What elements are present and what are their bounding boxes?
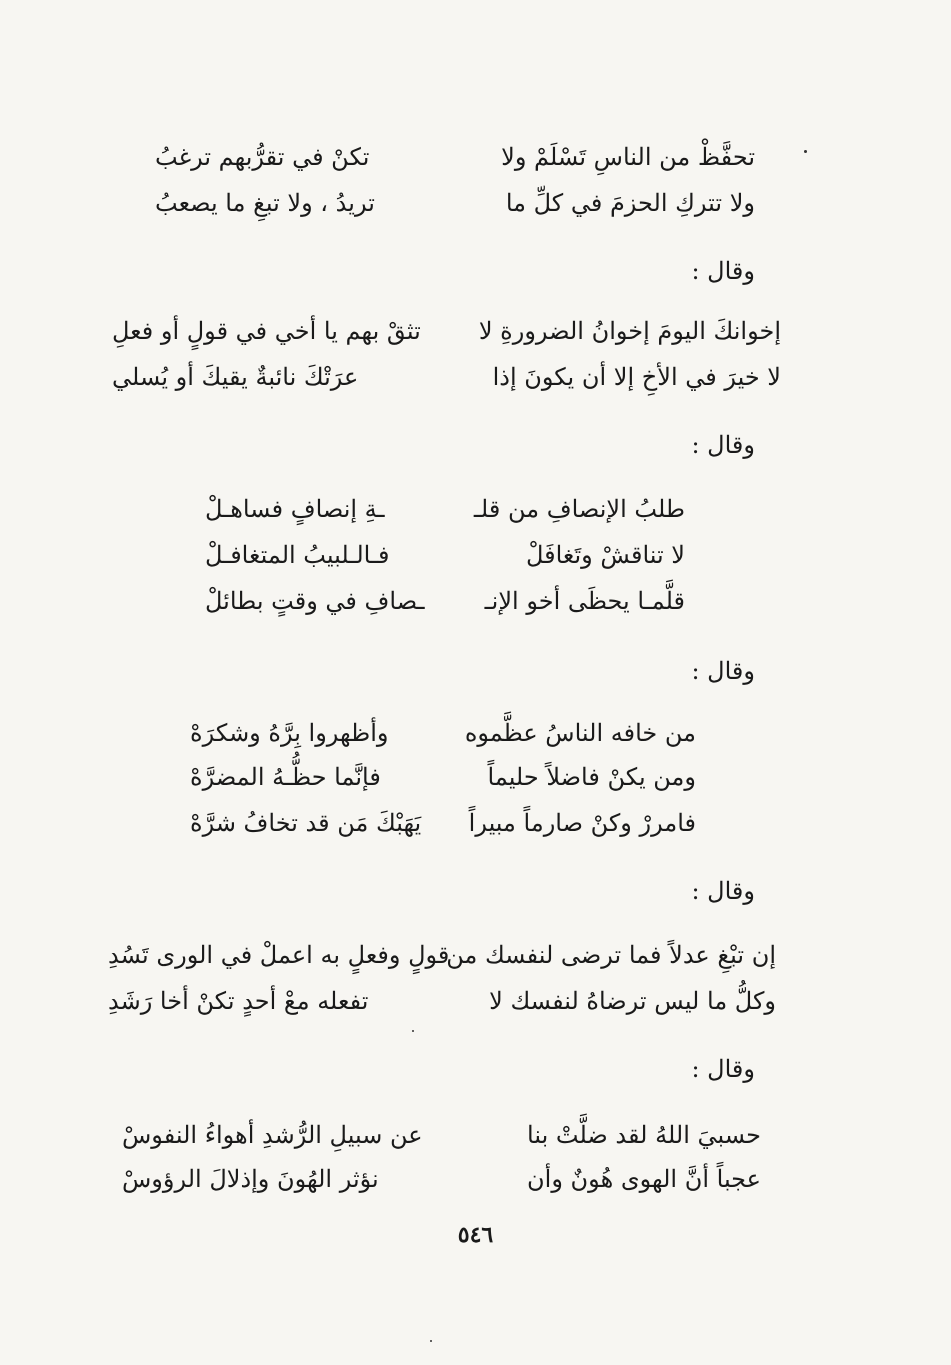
verse-first-hemistich: ومن يكنْ فاضلاً حليماً <box>487 763 696 791</box>
verse-first-hemistich: فامررْ وكنْ صارماً مبيراً <box>468 809 696 837</box>
verse-first-hemistich: عجباً أنَّ الهوى هُونٌ وأن <box>527 1165 761 1193</box>
section-intro: وقال : <box>691 1055 755 1083</box>
verse-first-hemistich: لا خيرَ في الأخِ إلا أن يكونَ إذا <box>492 363 781 391</box>
verse-first-hemistich: من خافه الناسُ عظَّموه <box>464 719 696 747</box>
page-number: ٥٤٦ <box>457 1222 494 1248</box>
verse-first-hemistich: طلبُ الإنصافِ من قلـ <box>473 495 685 523</box>
verse-second-hemistich: تفعله معْ أحدٍ تكنْ أخا رَشَدِ <box>108 987 369 1015</box>
verse-first-hemistich: ولا تتركِ الحزمَ في كلِّ ما <box>505 189 755 217</box>
scan-speck <box>804 150 807 153</box>
section-intro: وقال : <box>691 877 755 905</box>
scan-speck <box>412 1030 414 1032</box>
verse-first-hemistich: وكلُّ ما ليس ترضاهُ لنفسك لا <box>489 987 776 1015</box>
verse-second-hemistich: تثقْ بهم يا أخي في قولٍ أو فعلِ <box>112 317 421 345</box>
verse-second-hemistich: فإنَّما حظُّـهُ المضرَّهْ <box>190 763 381 791</box>
verse-first-hemistich: إن تبْغِ عدلاً فما ترضى لنفسك من <box>446 941 776 969</box>
verse-second-hemistich: نؤثر الهُونَ وإذلالَ الرؤوسْ <box>122 1165 379 1193</box>
verse-second-hemistich: عرَتْكَ نائبةٌ يقيكَ أو يُسلي <box>112 363 359 391</box>
verse-first-hemistich: تحفَّظْ من الناسِ تَسْلَمْ ولا <box>501 143 755 171</box>
verse-second-hemistich: تريدُ ، ولا تبغِ ما يصعبُ <box>155 189 375 217</box>
verse-second-hemistich: عن سبيلِ الرُّشدِ أهواءُ النفوسْ <box>122 1121 423 1149</box>
section-intro: وقال : <box>691 257 755 285</box>
section-intro: وقال : <box>691 657 755 685</box>
verse-second-hemistich: تكنْ في تقرُّبهم ترغبُ <box>155 143 370 171</box>
verse-second-hemistich: وأظهروا بِرَّهُ وشكرَهْ <box>190 719 389 747</box>
verse-first-hemistich: إخوانكَ اليومَ إخوانُ الضرورةِ لا <box>478 317 781 345</box>
verse-second-hemistich: ـصافِ في وقتٍ بطائلْ <box>205 587 425 615</box>
verse-first-hemistich: قلَّمـا يحظَى أخو الإنـ <box>484 587 685 615</box>
verse-second-hemistich: يَهَبْكَ مَن قد تخافُ شرَّهْ <box>190 809 422 837</box>
verse-first-hemistich: حسبيَ اللهُ لقد ضلَّتْ بنا <box>527 1121 761 1149</box>
verse-first-hemistich: لا تناقشْ وتَغافَلْ <box>525 541 685 569</box>
verse-second-hemistich: قولٍ وفعلٍ به اعملْ في الورى تَسُدِ <box>108 941 450 969</box>
verse-second-hemistich: فـالـلبيبُ المتغافـلْ <box>205 541 390 569</box>
verse-second-hemistich: ـةِ إنصافٍ فساهـلْ <box>205 495 385 523</box>
section-intro: وقال : <box>691 431 755 459</box>
scan-speck <box>430 1340 432 1342</box>
